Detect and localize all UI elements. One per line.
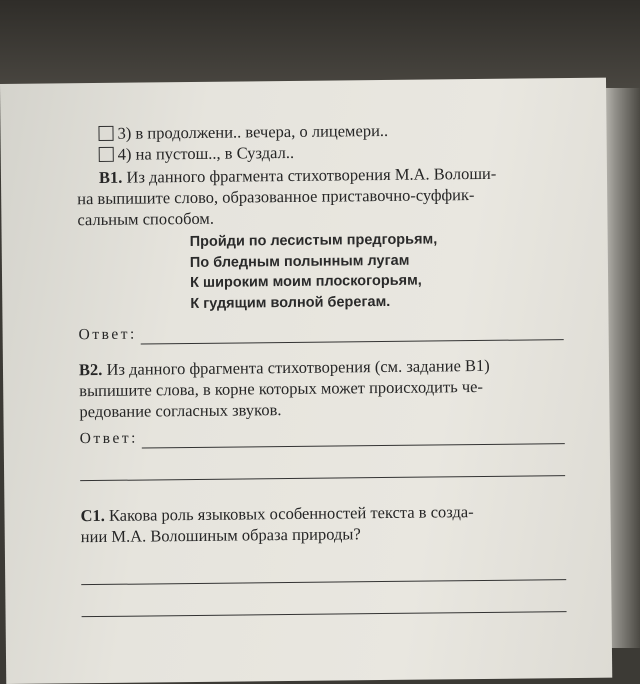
- task-b2-text-2: выпишите слова, в корне которых может происходить че-: [79, 376, 484, 401]
- task-b1: [77, 162, 563, 230]
- task-b2-text-1: Из данного фрагмента стихотворения (см. задание В1): [102, 355, 490, 379]
- answer-line-b2-extra[interactable]: [80, 474, 565, 481]
- answer-row-b2: [80, 423, 565, 449]
- workbook-page: [0, 78, 612, 684]
- poem-line: К гудящим волной берегам.: [190, 293, 391, 312]
- option-4-text: 4) на пустош.., в Суздал..: [117, 142, 295, 164]
- page-content: [76, 118, 566, 617]
- poem-fragment: [190, 228, 564, 314]
- answer-line-c1-2[interactable]: [82, 610, 567, 617]
- poem-line: К широким моим плоскогорьям,: [190, 272, 422, 292]
- checkbox-option-4[interactable]: [99, 147, 114, 162]
- answer-label-b1: Ответ:: [78, 325, 137, 344]
- checkbox-option-3[interactable]: [98, 126, 113, 141]
- task-b2-label: В2.: [78, 359, 103, 380]
- task-b2-text-3: редование согласных звуков.: [79, 400, 282, 422]
- task-c1-text-2: нии М.А. Волошиным образа природы?: [80, 524, 361, 547]
- answer-row-b1: [79, 319, 564, 345]
- option-4: [77, 139, 562, 165]
- poem-line: Пройди по лесистым предгорьям,: [189, 231, 438, 251]
- answer-line-b2[interactable]: [142, 429, 565, 448]
- answer-label-b2: Ответ:: [79, 429, 138, 448]
- option-3-text: 3) в продолжени.. вечера, о лицемери..: [117, 120, 389, 143]
- task-b2: [79, 354, 565, 422]
- answer-line-c1-1[interactable]: [81, 578, 566, 585]
- task-c1: [80, 500, 565, 547]
- task-c1-text-1: Какова роль языковых особенностей текста в созда-: [104, 502, 474, 525]
- task-b1-text-3: сальным способом.: [77, 208, 215, 230]
- task-b1-text-2: на выпишите слово, образованное приставочно-суффик-: [77, 185, 475, 209]
- task-c1-label: С1.: [80, 505, 105, 526]
- answer-line-b1[interactable]: [141, 325, 564, 344]
- poem-line: По бледным полынным лугам: [189, 252, 410, 271]
- task-b1-text-1: Из данного фрагмента стихотворения М.А. Волоши-: [122, 163, 497, 187]
- task-b1-label: В1.: [98, 167, 123, 187]
